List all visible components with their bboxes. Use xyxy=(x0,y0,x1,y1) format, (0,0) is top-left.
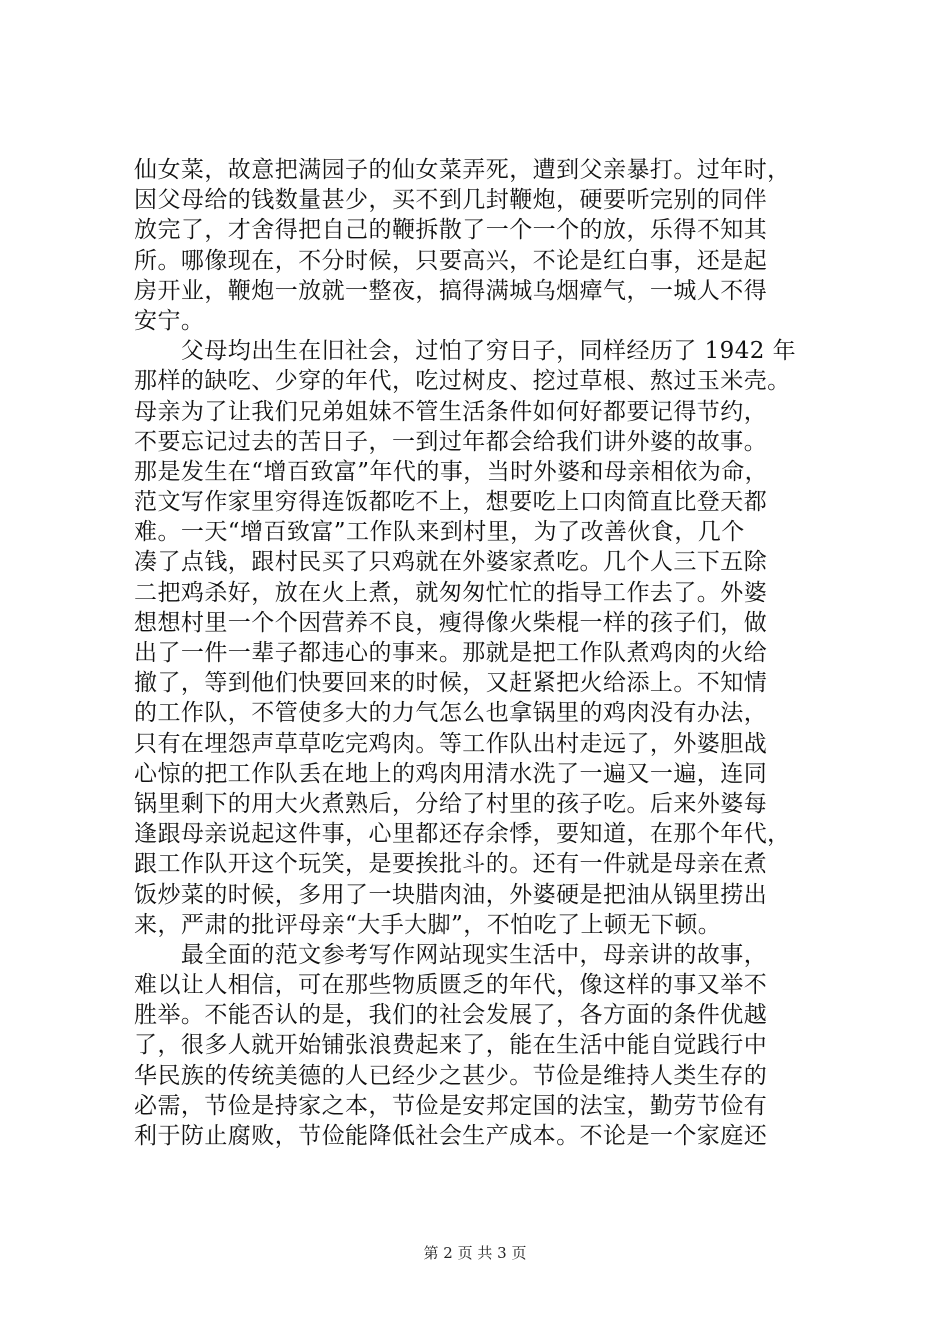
text-line: 来，严肃的批评母亲“大手大脚”，不怕吃了上顿无下顿。 xyxy=(134,911,722,938)
body-text xyxy=(134,155,834,1151)
text-line: 撤了，等到他们快要回来的时候，又赶紧把火给添上。不知情 xyxy=(134,670,768,697)
text-line: 安宁。 xyxy=(134,307,205,334)
text-line: 放完了，才舍得把自己的鞭拆散了一个一个的放，乐得不知其 xyxy=(134,217,768,244)
text-line: 锅里剩下的用大火煮熟后，分给了村里的孩子吃。后来外婆每 xyxy=(134,790,768,817)
text-line: 胜举。不能否认的是，我们的社会发展了，各方面的条件优越 xyxy=(134,1002,768,1029)
text-line: 父母均出生在旧社会，过怕了穷日子，同样经历了 1942 年 xyxy=(134,338,797,365)
text-line: 的工作队，不管使多大的力气怎么也拿锅里的鸡肉没有办法， xyxy=(134,700,768,727)
text-line: 饭炒菜的时候，多用了一块腊肉油，外婆硬是把油从锅里捞出 xyxy=(134,881,768,908)
text-line: 因父母给的钱数量甚少，买不到几封鞭炮，硬要听完别的同伴 xyxy=(134,187,768,214)
text-line: 出了一件一辈子都违心的事来。那就是把工作队煮鸡肉的火给 xyxy=(134,640,768,666)
text-line: 最全面的范文参考写作网站现实生活中，母亲讲的故事， xyxy=(134,941,768,968)
text-line: 必需，节俭是持家之本，节俭是安邦定国的法宝，勤劳节俭有 xyxy=(134,1092,768,1119)
text-line: 难以让人相信，可在那些物质匮乏的年代，像这样的事又举不 xyxy=(134,972,768,999)
text-line: 只有在埋怨声草草吃完鸡肉。等工作队出村走远了，外婆胆战 xyxy=(134,730,768,757)
page-number-footer: 第 2 页 共 3 页 xyxy=(423,1244,527,1262)
text-line: 逢跟母亲说起这件事，心里都还存余悸，要知道，在那个年代， xyxy=(134,821,791,848)
text-line: 那是发生在“增百致富”年代的事，当时外婆和母亲相依为命， xyxy=(134,458,769,485)
text-line: 华民族的传统美德的人已经少之甚少。节俭是维持人类生存的 xyxy=(134,1062,768,1089)
text-line: 跟工作队开这个玩笑，是要挨批斗的。还有一件就是母亲在煮 xyxy=(134,851,768,878)
text-line: 凑了点钱，跟村民买了只鸡就在外婆家煮吃。几个人三下五除 xyxy=(134,549,768,576)
text-line: 了，很多人就开始铺张浪费起来了，能在生活中能自觉践行中 xyxy=(134,1032,768,1059)
text-line: 范文写作家里穷得连饭都吃不上，想要吃上口肉简直比登天都 xyxy=(134,489,768,516)
text-line: 难。一天“增百致富”工作队来到村里，为了改善伙食，几个 xyxy=(134,519,745,546)
text-line: 房开业，鞭炮一放就一整夜，搞得满城乌烟瘴气，一城人不得 xyxy=(134,277,768,304)
text-line: 利于防止腐败，节俭能降低社会生产成本。不论是一个家庭还 xyxy=(134,1123,768,1149)
text-line: 仙女菜，故意把满园子的仙女菜弄死，遭到父亲暴打。过年时， xyxy=(134,157,791,183)
text-line: 二把鸡杀好，放在火上煮，就匆匆忙忙的指导工作去了。外婆 xyxy=(134,579,768,606)
text-line: 那样的缺吃、少穿的年代，吃过树皮、挖过草根、熬过玉米壳。 xyxy=(134,368,791,395)
text-line: 所。哪像现在，不分时候，只要高兴，不论是红白事，还是起 xyxy=(134,247,768,274)
text-line: 心惊的把工作队丢在地上的鸡肉用清水洗了一遍又一遍，连同 xyxy=(134,760,768,787)
text-line: 不要忘记过去的苦日子，一到过年都会给我们讲外婆的故事。 xyxy=(134,428,768,455)
text-line: 想想村里一个个因营养不良，瘦得像火柴棍一样的孩子们，做 xyxy=(134,609,768,636)
text-line: 母亲为了让我们兄弟姐妹不管生活条件如何好都要记得节约， xyxy=(134,398,768,425)
